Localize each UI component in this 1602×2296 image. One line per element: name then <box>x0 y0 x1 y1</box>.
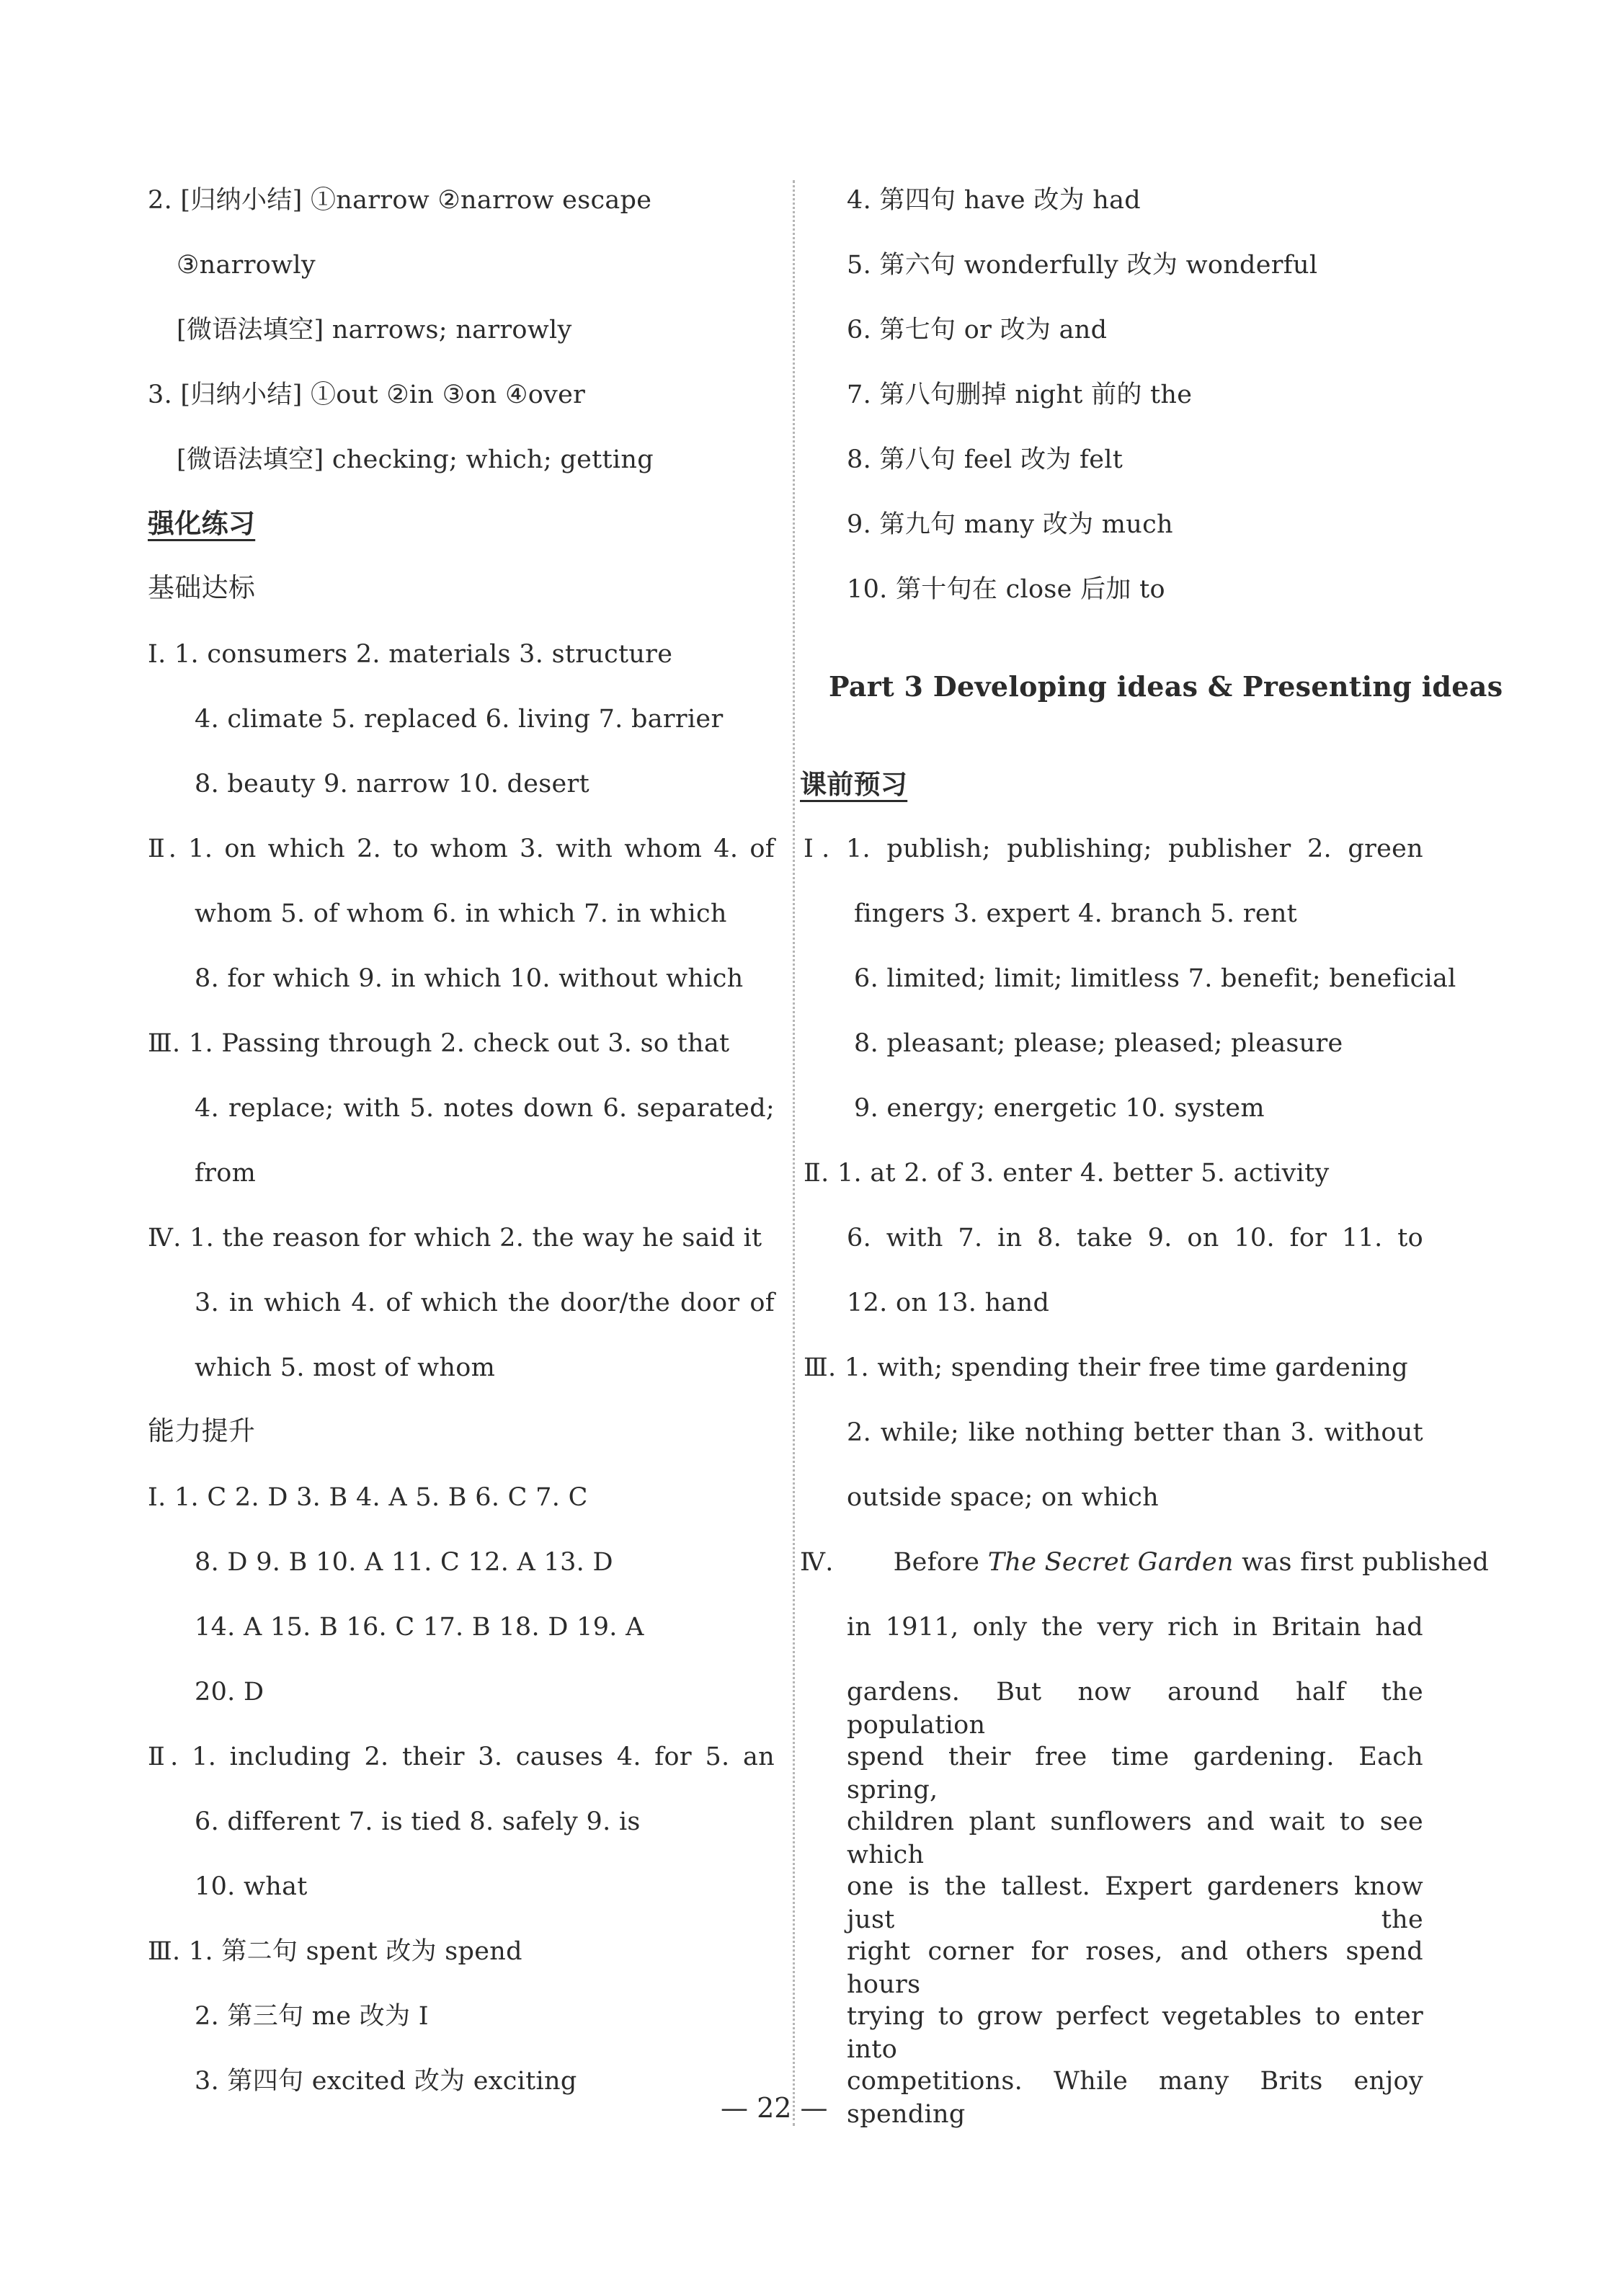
answer-line: whom 5. of whom 6. in which 7. in which <box>195 899 727 928</box>
answer-line: 8. pleasant; please; pleased; pleasure <box>854 1029 1343 1058</box>
page-number: — 22 — <box>721 2092 828 2124</box>
passage-line: right corner for roses, and others spend hours <box>847 1937 1423 1999</box>
answer-line: from <box>195 1159 257 1188</box>
answer-line: Ⅲ. 1. 第二句 spent 改为 spend <box>148 1937 522 1966</box>
answer-line: [微语法填空] checking; which; getting <box>177 445 654 474</box>
passage-line: competitions. While many Brits enjoy spending <box>847 2067 1423 2129</box>
answer-line: which 5. most of whom <box>195 1353 496 1382</box>
column-divider <box>793 180 795 2126</box>
answer-line: 4. 第四句 have 改为 had <box>847 186 1142 215</box>
answer-line: 7. 第八句删掉 night 前的 the <box>847 381 1193 409</box>
answer-line: 10. 第十句在 close 后加 to <box>847 575 1165 604</box>
answer-line: 12. on 13. hand <box>847 1289 1050 1317</box>
passage-line: one is the tallest. Expert gardeners know just the <box>847 1872 1423 1934</box>
passage-line <box>800 1546 1490 1579</box>
answer-line: 8. beauty 9. narrow 10. desert <box>195 770 589 798</box>
passage-line: children plant sunflowers and wait to see which <box>847 1807 1423 1869</box>
answer-line: Ⅳ. 1. the reason for which 2. the way he said it <box>148 1224 762 1252</box>
answer-line: Ⅱ. 1. including 2. their 3. causes 4. for 5. an <box>148 1743 775 1771</box>
answer-line: 2. 第三句 me 改为 I <box>195 2002 429 2031</box>
answer-line: 4. replace; with 5. notes down 6. separated; <box>195 1094 775 1123</box>
answer-line: 6. limited; limit; limitless 7. benefit; beneficial <box>854 964 1456 993</box>
subsection-heading: 能力提升 <box>148 1415 256 1446</box>
passage-text: Before <box>893 1548 980 1577</box>
answer-line: 2. while; like nothing better than 3. without <box>847 1418 1423 1447</box>
answer-line: Ⅰ. 1. consumers 2. materials 3. structure <box>148 640 673 669</box>
answer-line: 5. 第六句 wonderfully 改为 wonderful <box>847 251 1318 280</box>
book-title: The Secret Garden <box>987 1548 1234 1577</box>
answer-line: 8. 第八句 feel 改为 felt <box>847 445 1123 474</box>
answer-line: 2. [归纳小结] ①narrow ②narrow escape <box>148 186 652 215</box>
answer-line: Ⅰ. 1. C 2. D 3. B 4. A 5. B 6. C 7. C <box>148 1483 588 1512</box>
answer-line: Ⅲ. 1. with; spending their free time gardening <box>804 1353 1408 1382</box>
answer-line: ③narrowly <box>177 251 316 280</box>
answer-line: 14. A 15. B 16. C 17. B 18. D 19. A <box>195 1613 644 1642</box>
answer-line: Ⅱ. 1. at 2. of 3. enter 4. better 5. activity <box>804 1159 1330 1188</box>
answer-line: Ⅱ. 1. on which 2. to whom 3. with whom 4. of <box>148 835 775 863</box>
passage-line: trying to grow perfect vegetables to enter into <box>847 2002 1423 2064</box>
subsection-heading: 基础达标 <box>148 572 256 603</box>
passage-text: was first published <box>1242 1548 1490 1577</box>
answer-line: 3. [归纳小结] ①out ②in ③on ④over <box>148 381 586 409</box>
passage-line: in 1911, only the very rich in Britain had <box>847 1613 1423 1642</box>
answer-line: 9. energy; energetic 10. system <box>854 1094 1265 1123</box>
passage-line: spend their free time gardening. Each spring, <box>847 1743 1423 1805</box>
answer-line: 3. 第四句 excited 改为 exciting <box>195 2067 577 2096</box>
answer-line: 6. with 7. in 8. take 9. on 10. for 11. to <box>847 1224 1423 1252</box>
answer-line: 6. 第七句 or 改为 and <box>847 316 1108 344</box>
answer-line: Ⅲ. 1. Passing through 2. check out 3. so that <box>148 1029 730 1058</box>
roman-numeral: Ⅳ. <box>800 1548 834 1577</box>
passage-line: gardens. But now around half the population <box>847 1678 1423 1740</box>
answer-line: 8. for which 9. in which 10. without which <box>195 964 744 993</box>
answer-line: outside space; on which <box>847 1483 1160 1512</box>
answer-line: Ⅰ. 1. publish; publishing; publisher 2. green <box>804 835 1423 863</box>
answer-line: 8. D 9. B 10. A 11. C 12. A 13. D <box>195 1548 613 1577</box>
section-heading: 强化练习 <box>148 507 256 539</box>
section-heading: 课前预习 <box>800 768 908 800</box>
answer-line: [微语法填空] narrows; narrowly <box>177 316 572 344</box>
answer-line: 6. different 7. is tied 8. safely 9. is <box>195 1807 641 1836</box>
part-title: Part 3 Developing ideas & Presenting ideas <box>829 670 1503 703</box>
answer-line: 20. D <box>195 1678 264 1707</box>
answer-line: 10. what <box>195 1872 308 1901</box>
answer-line: fingers 3. expert 4. branch 5. rent <box>854 899 1298 928</box>
answer-line: 3. in which 4. of which the door/the door of <box>195 1289 775 1317</box>
answer-line: 4. climate 5. replaced 6. living 7. barrier <box>195 705 724 734</box>
answer-line: 9. 第九句 many 改为 much <box>847 510 1173 539</box>
